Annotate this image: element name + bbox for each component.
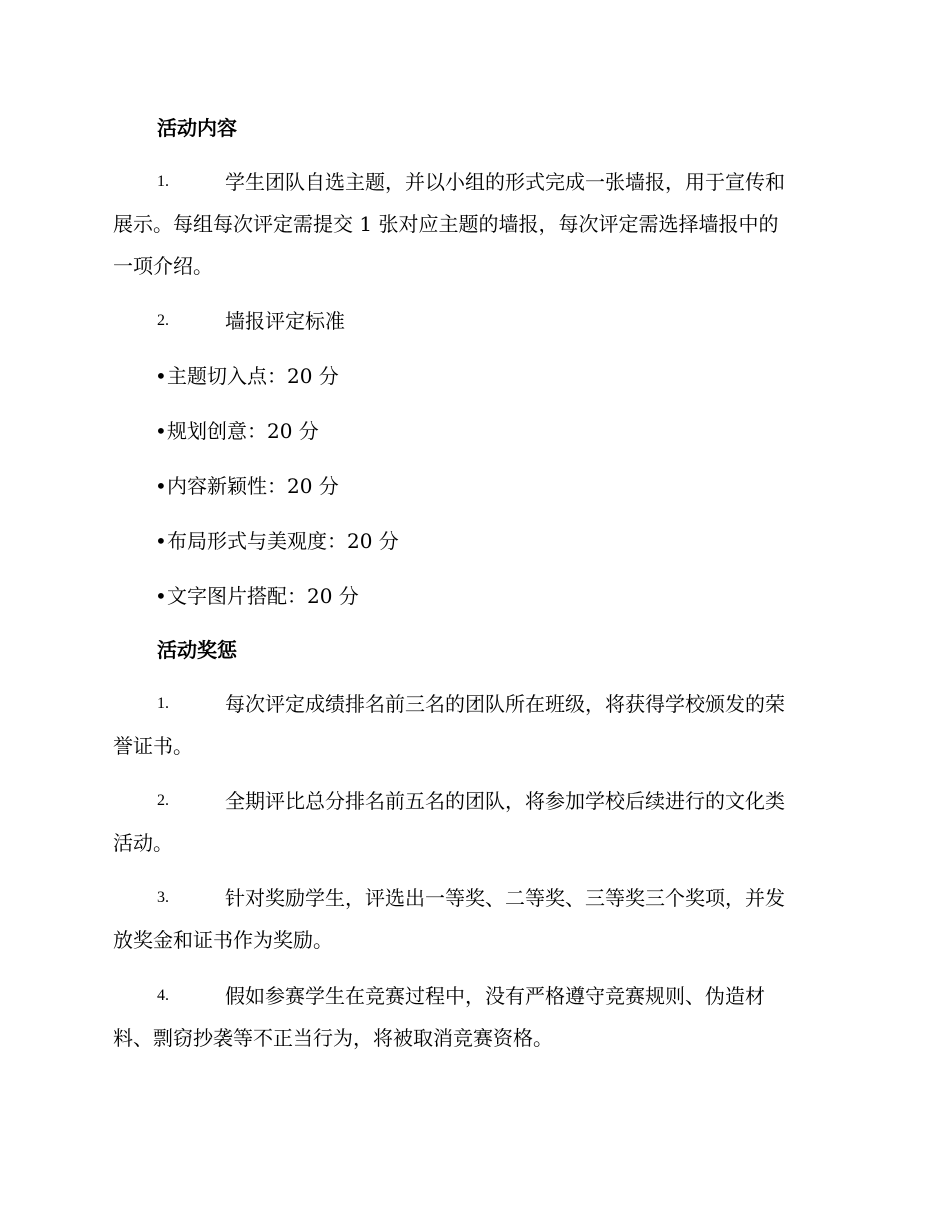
rewards-item-3-first-line (113, 877, 835, 919)
bullet-dot: • (155, 584, 167, 608)
content-item-1-first-line (113, 161, 835, 203)
list-number: 2. (157, 312, 169, 329)
rewards-item-1-first-line (113, 683, 835, 725)
rewards-item-2-first-line (113, 780, 835, 822)
list-number: 3. (157, 889, 169, 906)
rewards-item-3-line1: 针对奖励学生，评选出一等奖、二等奖、三等奖三个奖项，并发 (225, 886, 785, 910)
content-item-2-first-line (113, 300, 835, 342)
criteria-text: 文字图片搭配：20 分 (167, 584, 359, 608)
criteria-item (155, 417, 319, 445)
criteria-item (155, 362, 339, 390)
bullet-dot: • (155, 419, 167, 443)
content-item-1-line2: 展示。每组每次评定需提交 1 张对应主题的墙报，每次评定需选择墙报中的 (113, 212, 779, 236)
rewards-item-4 (113, 975, 835, 1059)
content-item-1-line1: 学生团队自选主题，并以小组的形式完成一张墙报，用于宣传和 (225, 170, 785, 194)
rewards-item-4-line1: 假如参赛学生在竞赛过程中，没有严格遵守竞赛规则、伪造材 (225, 984, 765, 1008)
rewards-item-3-line2: 放奖金和证书作为奖励。 (113, 928, 333, 952)
rewards-item-2-line2: 活动。 (113, 831, 173, 855)
rewards-item-1-line2: 誉证书。 (113, 734, 193, 758)
list-number: 4. (157, 987, 169, 1004)
bullet-dot: • (155, 364, 167, 388)
list-number: 1. (157, 173, 169, 190)
rewards-item-1-line1: 每次评定成绩排名前三名的团队所在班级，将获得学校颁发的荣 (225, 692, 785, 716)
list-number: 2. (157, 792, 169, 809)
section-heading-content: 活动内容 (157, 116, 237, 140)
list-number: 1. (157, 695, 169, 712)
content-item-2-line1: 墙报评定标准 (225, 309, 345, 333)
section-heading-rewards: 活动奖惩 (157, 638, 237, 662)
criteria-item (155, 582, 359, 610)
bullet-dot: • (155, 529, 167, 553)
criteria-text: 主题切入点：20 分 (167, 364, 339, 388)
bullet-dot: • (155, 474, 167, 498)
content-item-1-line3: 一项介绍。 (113, 254, 213, 278)
content-item-1 (113, 161, 835, 287)
rewards-item-4-line2: 料、剽窃抄袭等不正当行为，将被取消竞赛资格。 (113, 1026, 553, 1050)
rewards-item-1 (113, 683, 835, 767)
content-item-2 (113, 300, 835, 342)
rewards-item-4-first-line (113, 975, 835, 1017)
rewards-item-2 (113, 780, 835, 864)
criteria-text: 规划创意：20 分 (167, 419, 319, 443)
criteria-item (155, 472, 339, 500)
criteria-text: 内容新颖性：20 分 (167, 474, 339, 498)
rewards-item-2-line1: 全期评比总分排名前五名的团队，将参加学校后续进行的文化类 (225, 789, 785, 813)
criteria-text: 布局形式与美观度：20 分 (167, 529, 399, 553)
rewards-item-3 (113, 877, 835, 961)
criteria-item (155, 527, 399, 555)
